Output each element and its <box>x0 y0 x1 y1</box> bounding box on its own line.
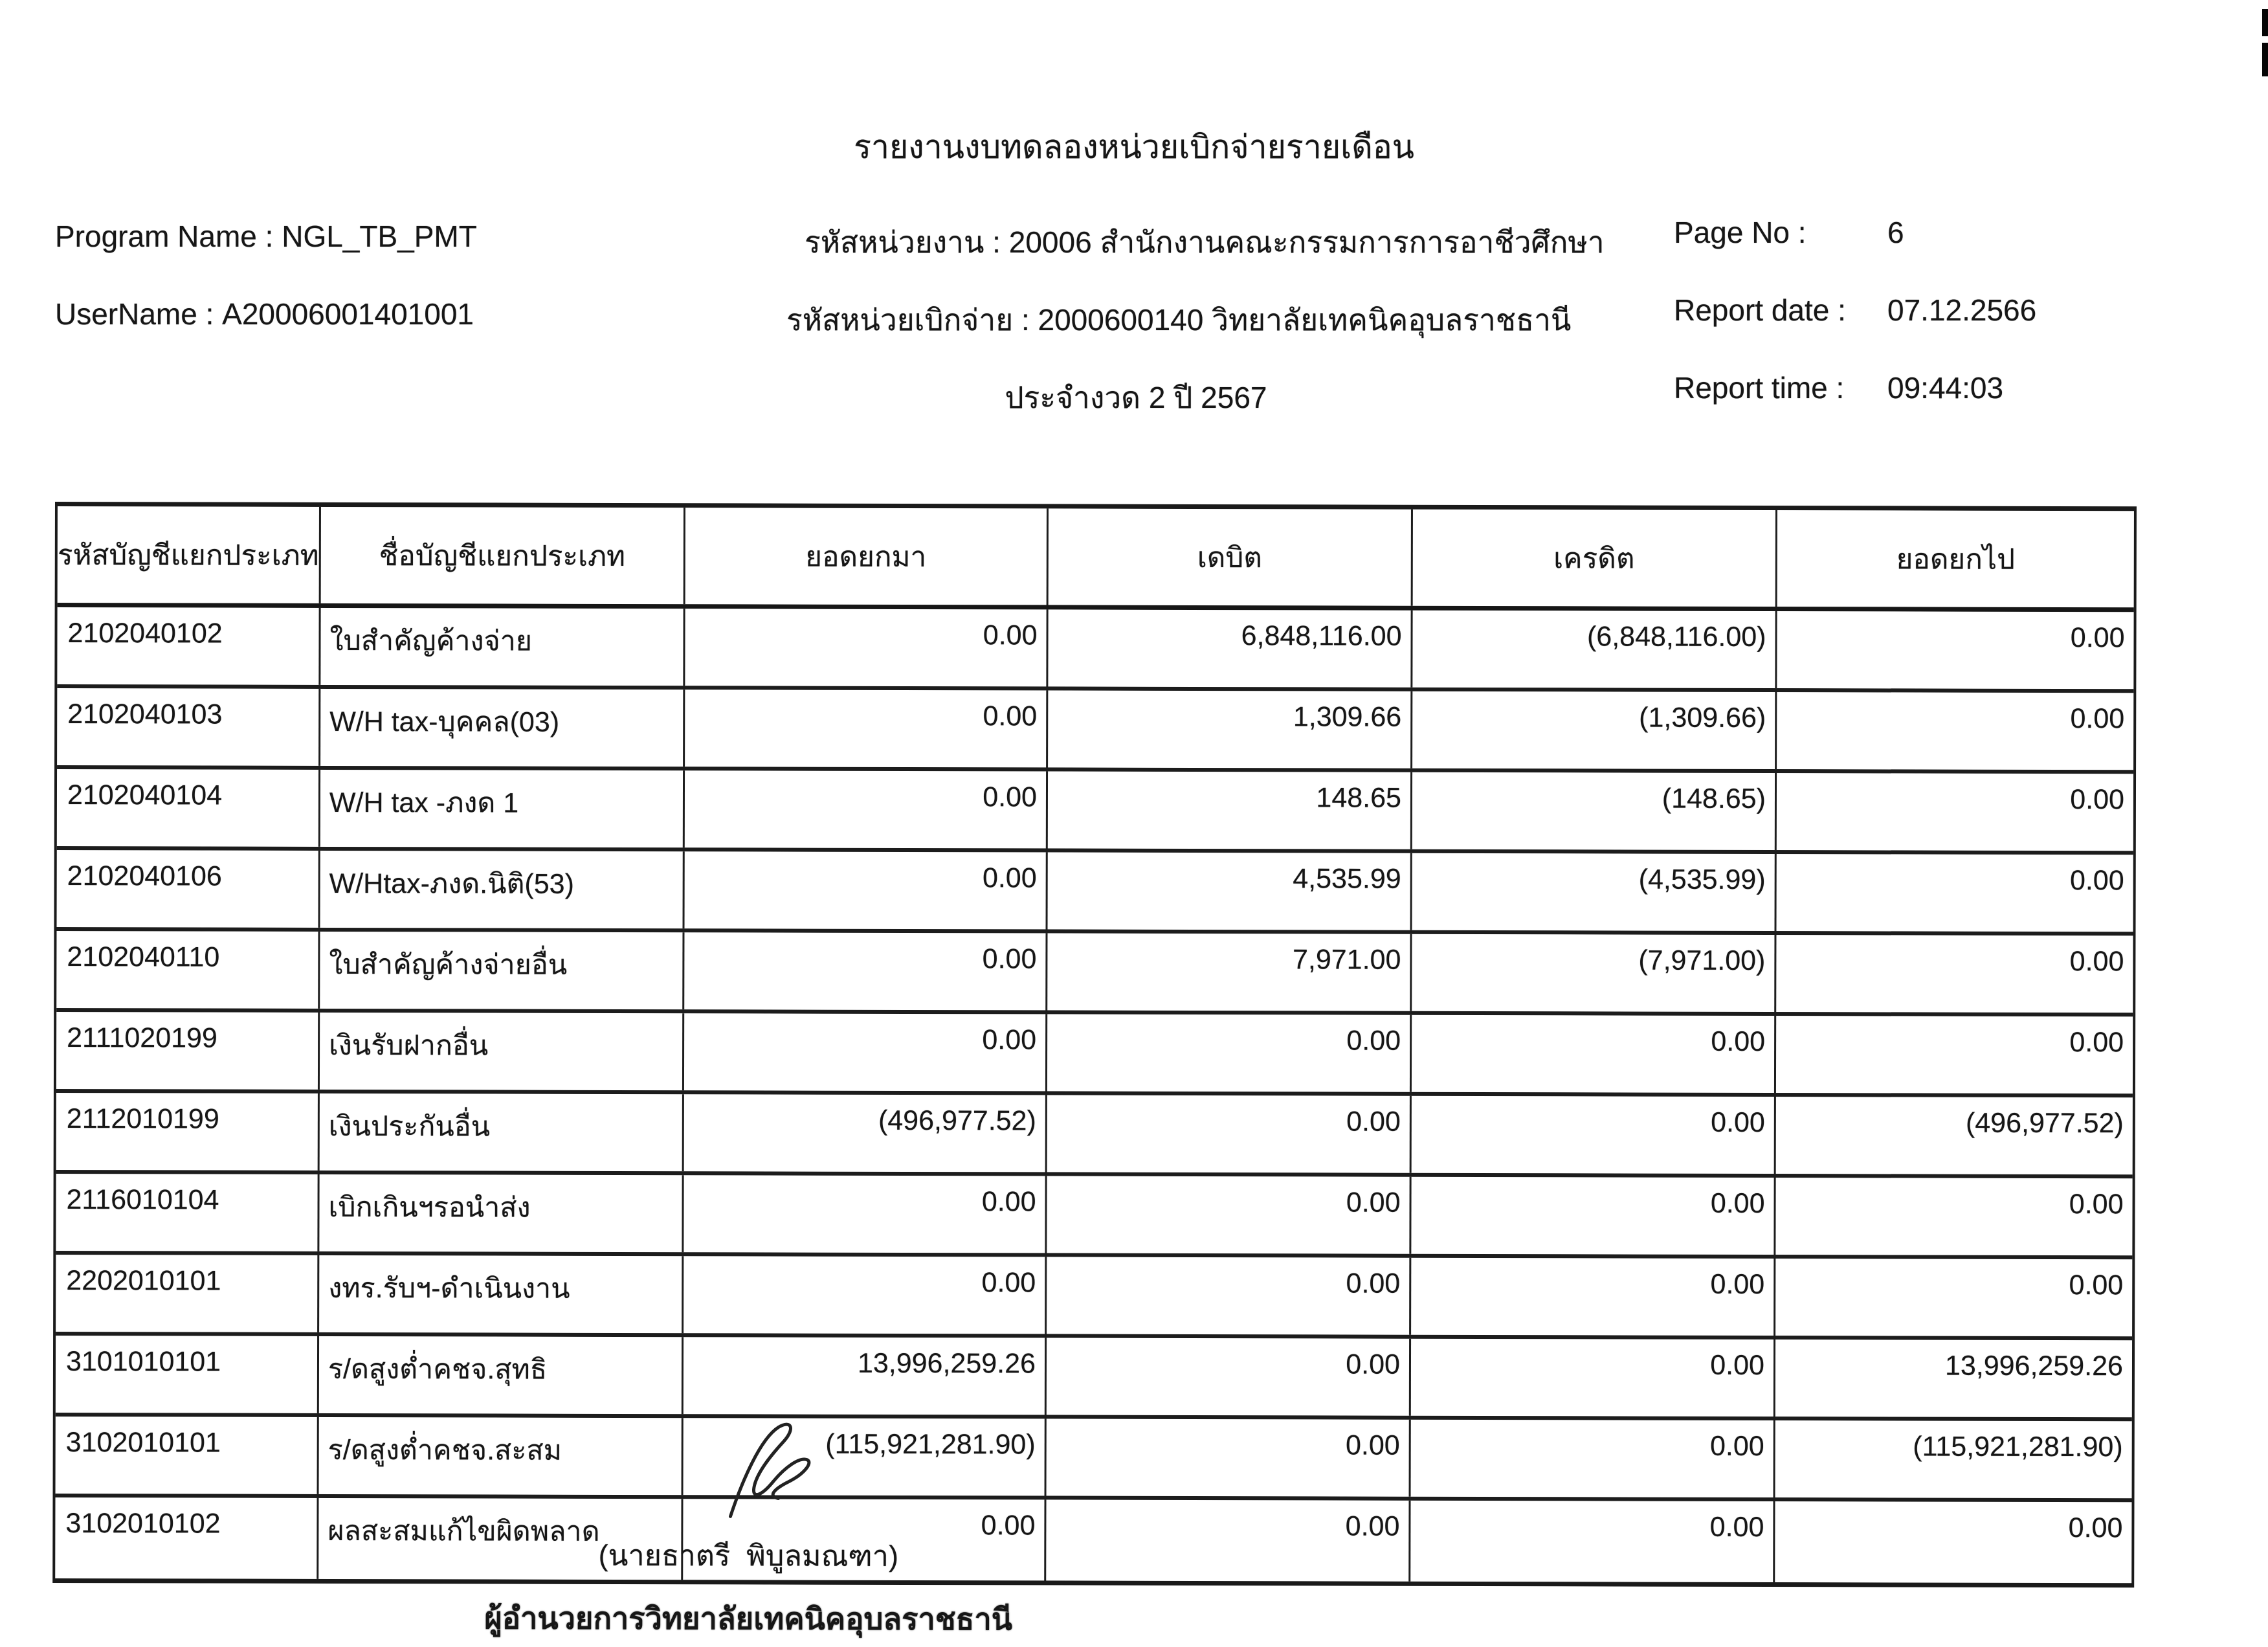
cell-brought-forward: 0.00 <box>685 851 1048 929</box>
cell-credit: 0.00 <box>1412 1015 1776 1093</box>
cell-brought-forward: 0.00 <box>683 1499 1046 1580</box>
cell-debit: 148.65 <box>1048 771 1412 849</box>
table-row <box>56 931 2133 1016</box>
cell-carried-forward: 0.00 <box>2069 1270 2124 1301</box>
table-row <box>56 1336 2132 1421</box>
table-row <box>55 1497 2131 1583</box>
cell-carried-forward: 13,996,259.26 <box>1944 1350 2124 1382</box>
table-row <box>57 607 2133 693</box>
username-label: UserName : <box>55 297 214 331</box>
cell-account-code: 3102010101 <box>56 1417 319 1494</box>
cell-debit: 7,971.00 <box>1047 933 1412 1011</box>
table-row <box>56 850 2133 936</box>
table-row <box>56 1174 2132 1259</box>
cell-carried-forward: (115,921,281.90) <box>1913 1431 2123 1463</box>
cell-account-name: เบิกเกินฯรอนำส่ง <box>319 1174 684 1252</box>
cell-brought-forward: 0.00 <box>685 770 1048 848</box>
cell-debit: 1,309.66 <box>1048 690 1412 768</box>
cell-carried-forward: 0.00 <box>2069 1027 2124 1059</box>
cell-credit: 0.00 <box>1411 1177 1775 1255</box>
cell-account-code: 2111020199 <box>56 1012 320 1090</box>
cell-debit: 4,535.99 <box>1048 852 1412 930</box>
cell-account-name: ใบสำคัญค้างจ่าย <box>320 608 685 686</box>
cell-account-code: 2102040106 <box>57 850 320 928</box>
cell-brought-forward: 13,996,259.26 <box>684 1337 1047 1415</box>
cell-account-code: 2116010104 <box>56 1174 319 1251</box>
cell-account-name: W/H tax -ภงด 1 <box>320 770 685 847</box>
cell-credit: 0.00 <box>1412 1096 1776 1174</box>
cell-debit: 0.00 <box>1047 1014 1412 1092</box>
page-no-label: Page No : <box>1674 216 1807 249</box>
cell-account-code: 3101010101 <box>56 1336 319 1413</box>
cell-account-code: 2202010101 <box>56 1255 319 1332</box>
cell-carried-forward: 0.00 <box>2070 622 2125 654</box>
cell-account-code: 2102040102 <box>57 607 320 685</box>
disbursement-unit-line: รหัสหน่วยเบิกจ่าย : 2000600140 วิทยาลัยเทคนิคอุบลราชธานี <box>786 303 1572 337</box>
report-time-label: Report time : <box>1674 371 1845 405</box>
program-name-value: NGL_TB_PMT <box>282 219 477 253</box>
period-line: ประจำงวด 2 ปี 2567 <box>1005 381 1267 414</box>
cell-carried-forward: 0.00 <box>2069 946 2124 978</box>
cell-credit: (6,848,116.00) <box>1412 611 1777 688</box>
col-header-carried-forward: ยอดยกไป <box>1896 543 2015 576</box>
cell-debit: 0.00 <box>1047 1257 1411 1334</box>
cell-credit: (1,309.66) <box>1412 691 1777 769</box>
report-title: รายงานงบทดลองหน่วยเบิกจ่ายรายเดือน <box>854 129 1414 165</box>
cell-account-name: ผลสะสมแก้ไขผิดพลาด <box>318 1498 683 1580</box>
cell-account-name: W/H tax-บุคคล(03) <box>320 689 685 767</box>
cell-account-code: 2102040104 <box>57 769 320 847</box>
table-row <box>56 1012 2133 1097</box>
cell-brought-forward: 0.00 <box>684 1013 1047 1091</box>
col-header-account-code: รหัสบัญชีแยกประเภท <box>58 506 321 603</box>
cell-debit: 0.00 <box>1046 1499 1410 1581</box>
cell-account-code: 2102040110 <box>56 931 320 1009</box>
cell-account-name: ใบสำคัญค้างจ่ายอื่น <box>320 932 684 1009</box>
cell-credit: 0.00 <box>1411 1258 1775 1336</box>
cell-debit: 0.00 <box>1047 1338 1411 1415</box>
cell-account-code: 3102010102 <box>55 1497 318 1579</box>
cell-credit: (148.65) <box>1412 772 1777 850</box>
report-time-value: 09:44:03 <box>1887 371 2004 405</box>
cell-credit: (7,971.00) <box>1412 934 1776 1012</box>
report-date-label: Report date : <box>1674 293 1846 327</box>
cell-account-name: เงินรับฝากอื่น <box>320 1013 684 1090</box>
signature-mark <box>716 1419 832 1523</box>
table-body <box>55 607 2133 1583</box>
table-row <box>56 1255 2132 1340</box>
cell-account-name: งทร.รับฯ-ดำเนินงาน <box>319 1255 684 1333</box>
table-row <box>56 1417 2132 1502</box>
col-header-brought-forward: ยอดยกมา <box>685 508 1049 605</box>
username-value: A20006001401001 <box>222 297 474 331</box>
cell-carried-forward: 0.00 <box>2069 865 2124 897</box>
cell-debit: 0.00 <box>1047 1095 1412 1172</box>
cell-credit: 0.00 <box>1411 1339 1775 1417</box>
cell-brought-forward: (496,977.52) <box>684 1094 1047 1172</box>
cell-account-name: ร/ดสูงต่ำคชจ.สะสม <box>319 1417 684 1495</box>
cell-account-name: เงินประกันอื่น <box>320 1093 684 1171</box>
table-row <box>56 1093 2133 1178</box>
signer-title: ผู้อำนวยการวิทยาลัยเทคนิคอุบลราชธานี <box>484 1600 1012 1637</box>
cell-account-name: W/Htax-ภงด.นิติ(53) <box>320 851 685 928</box>
agency-code-line: รหัสหน่วยงาน : 20006 สำนักงานคณะกรรมการการอาชีวศึกษา <box>805 225 1605 259</box>
cell-brought-forward: 0.00 <box>685 689 1048 767</box>
cell-account-name: ร/ดสูงต่ำคชจ.สุทธิ <box>319 1336 684 1414</box>
col-header-debit: เดบิต <box>1049 508 1413 605</box>
cell-carried-forward: 0.00 <box>2068 1512 2123 1544</box>
page-no-value: 6 <box>1887 216 1904 249</box>
cell-debit: 0.00 <box>1047 1418 1411 1496</box>
col-header-credit: เครดิต <box>1413 510 1777 607</box>
cell-debit: 0.00 <box>1047 1176 1411 1253</box>
cell-credit: 0.00 <box>1410 1501 1775 1582</box>
cell-carried-forward: (496,977.52) <box>1965 1107 2124 1139</box>
cell-credit: 0.00 <box>1411 1420 1775 1497</box>
program-name-label: Program Name : <box>55 219 274 253</box>
cell-brought-forward: 0.00 <box>684 1256 1047 1334</box>
cell-debit: 6,848,116.00 <box>1048 609 1412 687</box>
report-date-value: 07.12.2566 <box>1887 293 2037 327</box>
cell-account-code: 2112010199 <box>56 1093 320 1171</box>
cell-carried-forward: 0.00 <box>2069 1189 2124 1220</box>
cell-credit: (4,535.99) <box>1412 853 1777 931</box>
table-row <box>57 688 2133 774</box>
cell-brought-forward: 0.00 <box>685 609 1048 686</box>
table-row <box>57 769 2133 855</box>
cell-brought-forward: 0.00 <box>684 932 1047 1010</box>
signer-name: (นายธาตรี พิบูลมณฑา) <box>598 1538 899 1573</box>
cell-carried-forward: 0.00 <box>2070 703 2125 735</box>
table-header-row <box>58 506 2134 612</box>
col-header-account-name: ชื่อบัญชีแยกประเภท <box>321 507 685 604</box>
cell-brought-forward: 0.00 <box>684 1175 1047 1253</box>
cell-brought-forward: (115,921,281.90) <box>684 1418 1047 1496</box>
cell-account-code: 2102040103 <box>57 688 320 766</box>
cell-carried-forward: 0.00 <box>2070 784 2125 816</box>
trial-balance-table <box>52 502 2137 1587</box>
